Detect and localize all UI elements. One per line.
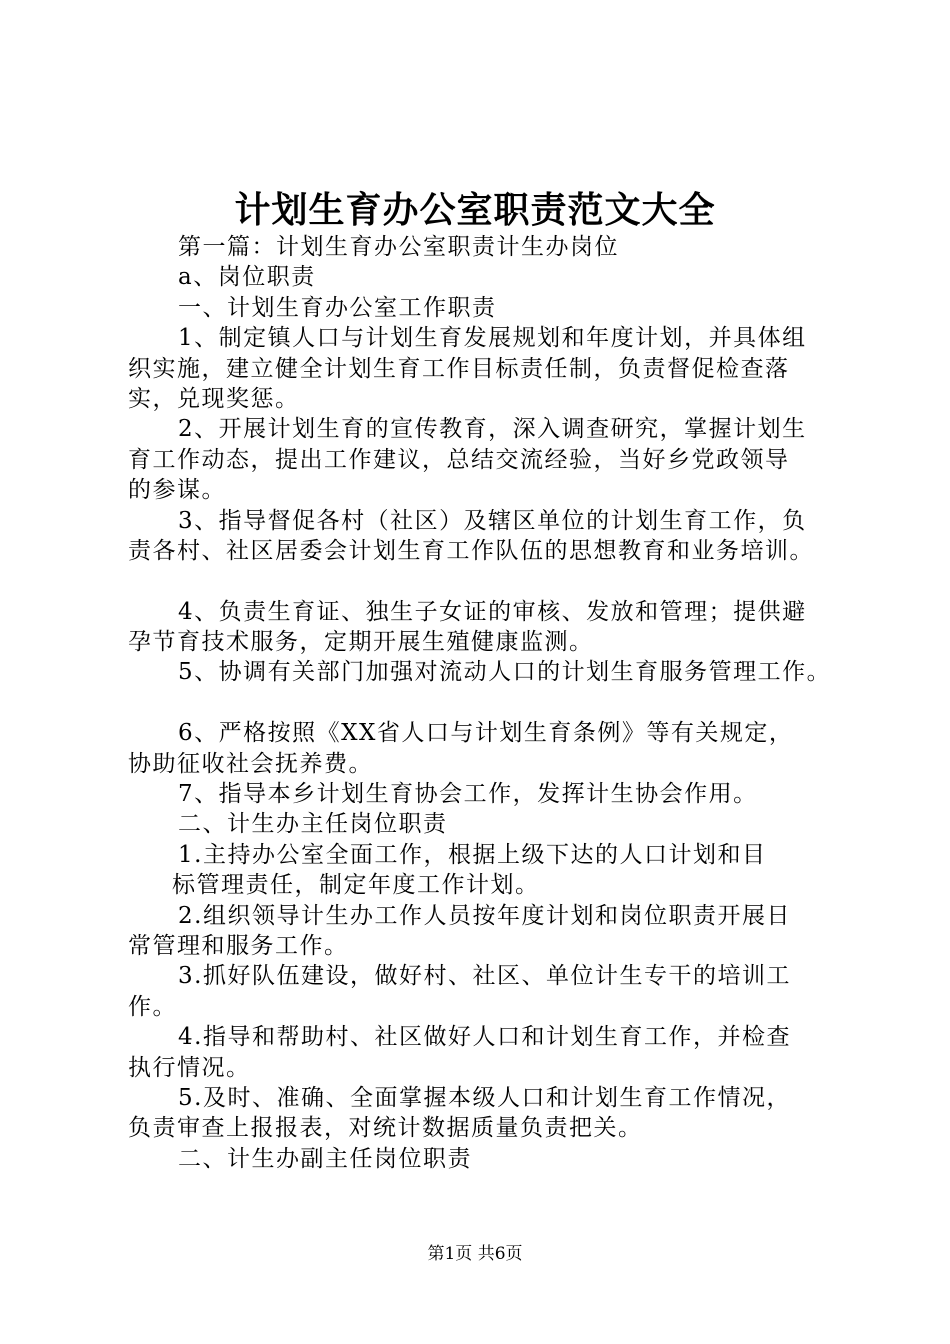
subsection-heading: a、岗位职责 (178, 264, 316, 291)
paragraph-line: 2.组织领导计生办工作人员按年度计划和岗位职责开展日 (178, 902, 791, 929)
paragraph-line: 4、负责生育证、独生子女证的审核、发放和管理；提供避 (178, 598, 807, 625)
paragraph-line: 3、指导督促各村（社区）及辖区单位的计划生育工作，负 (178, 507, 807, 534)
paragraph-line: 5、协调有关部门加强对流动人口的计划生育服务管理工作。 (178, 659, 832, 686)
paragraph-line: 常管理和服务工作。 (128, 932, 349, 959)
paragraph-line: 2、开展计划生育的宣传教育，深入调查研究，掌握计划生 (178, 416, 807, 443)
paragraph-line: 3.抓好队伍建设，做好村、社区、单位计生专干的培训工 (178, 963, 791, 990)
paragraph-line: 标管理责任，制定年度工作计划。 (172, 872, 540, 899)
subsection-heading: 二、计生办副主任岗位职责 (178, 1145, 472, 1172)
paragraph-line: 的参谋。 (128, 477, 226, 504)
paragraph-line: 6、严格按照《XX省人口与计划生育条例》等有关规定， (178, 720, 794, 747)
paragraph-line: 5.及时、准确、全面掌握本级人口和计划生育工作情况， (178, 1084, 791, 1111)
section-heading: 第一篇：计划生育办公室职责计生办岗位 (178, 234, 619, 260)
blank-line (128, 688, 848, 718)
paragraph-line: 负责审查上报报表，对统计数据质量负责把关。 (128, 1115, 643, 1142)
paragraph-line: 4.指导和帮助村、社区做好人口和计划生育工作，并检查 (178, 1024, 791, 1051)
document-body (128, 232, 848, 1174)
subsection-heading: 二、计生办主任岗位职责 (178, 811, 448, 838)
paragraph-line: 执行情况。 (128, 1054, 251, 1081)
paragraph-line: 1.主持办公室全面工作，根据上级下达的人口计划和目 (178, 841, 767, 868)
paragraph-line: 7、指导本乡计划生育协会工作，发挥计生协会作用。 (178, 781, 758, 808)
paragraph-line: 育工作动态，提出工作建议，总结交流经验，当好乡党政领导 (128, 446, 790, 473)
document-title: 计划生育办公室职责范文大全 (234, 189, 716, 231)
paragraph-line: 1、制定镇人口与计划生育发展规划和年度计划，并具体组 (178, 325, 807, 352)
paragraph-line: 孕节育技术服务，定期开展生殖健康监测。 (128, 629, 594, 656)
page-footer: 第1页 共6页 (427, 1244, 523, 1264)
paragraph-line: 实，兑现奖惩。 (128, 385, 300, 412)
paragraph-line: 织实施，建立健全计划生育工作目标责任制，负责督促检查落 (128, 355, 790, 382)
blank-line (128, 566, 848, 596)
paragraph-line: 作。 (128, 993, 177, 1020)
paragraph-line: 协助征收社会抚养费。 (128, 750, 373, 777)
paragraph-line: 责各村、社区居委会计划生育工作队伍的思想教育和业务培训。 (128, 537, 814, 564)
subsection-heading: 一、计划生育办公室工作职责 (178, 294, 497, 321)
